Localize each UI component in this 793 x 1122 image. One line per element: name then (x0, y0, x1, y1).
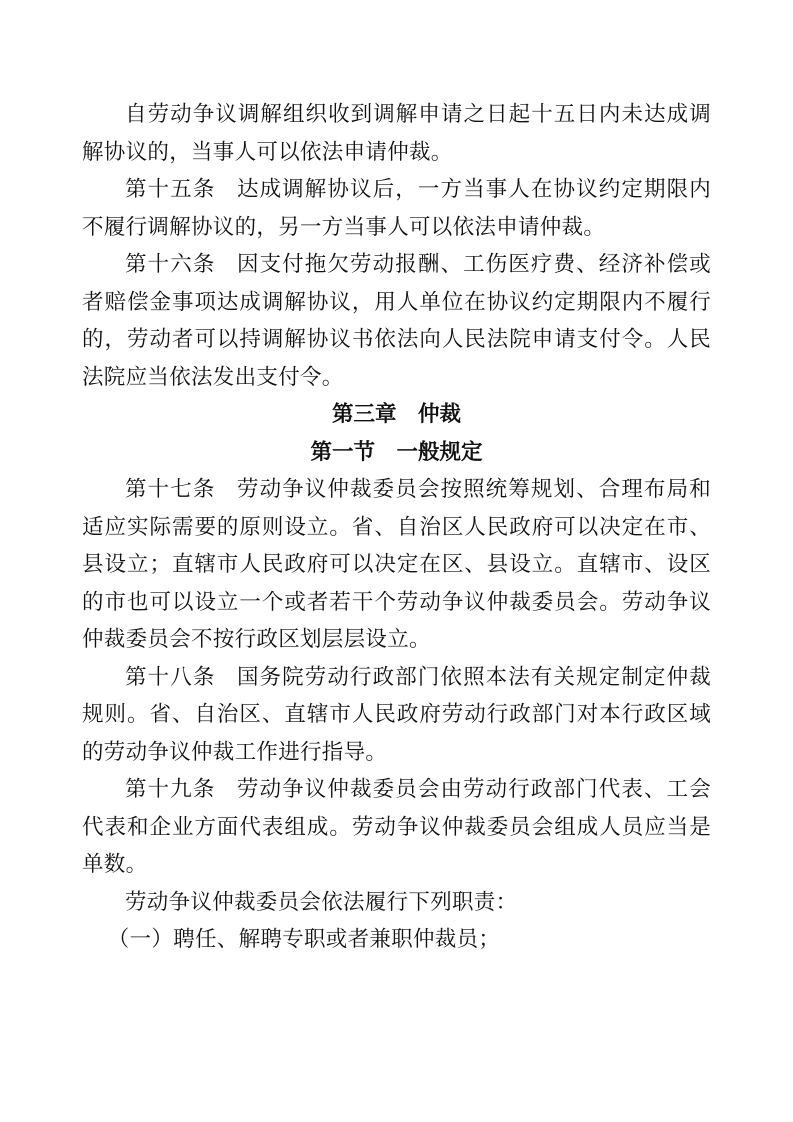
section-heading (82, 434, 711, 472)
article-15 (82, 171, 711, 246)
article-text: 国务院劳动行政部门依照本法有关规定制定仲裁规则。省、自治区、直辖市人民政府劳动行政部门对本行政区域的劳动争议仲裁工作进行指导。 (82, 664, 711, 765)
paragraph-text: 劳动争议仲裁委员会依法履行下列职责： (125, 889, 518, 915)
article-text: 因支付拖欠劳动报酬、工伤医疗费、经济补偿或者赔偿金事项达成调解协议，用人单位在协议约定期限内不履行的，劳动者可以持调解协议书依法向人民法院申请支付令。人民法院应当依法发出支付令。 (82, 252, 711, 390)
article-number: 第十八条 (125, 664, 216, 690)
paragraph-mediation-deadline (82, 96, 711, 171)
article-text: 劳动争议仲裁委员会按照统筹规划、合理布局和适应实际需要的原则设立。省、自治区人民政府可以决定在市、县设立；直辖市人民政府可以决定在区、县设立。直辖市、设区的市也可以设立一个或者若干个劳动争议仲裁委员会。劳动争议仲裁委员会不按行政区划层层设立。 (82, 477, 711, 652)
duties-intro (82, 884, 711, 922)
article-19 (82, 771, 711, 884)
chapter-heading (82, 396, 711, 434)
paragraph-text: 自劳动争议调解组织收到调解申请之日起十五日内未达成调解协议的，当事人可以依法申请仲裁。 (82, 102, 711, 165)
article-16 (82, 246, 711, 396)
section-number: 第一节 (310, 439, 375, 465)
article-number: 第十六条 (125, 252, 216, 277)
article-17 (82, 471, 711, 659)
chapter-title: 仲裁 (418, 402, 462, 427)
list-item-text: （一）聘任、解聘专职或者兼职仲裁员； (107, 927, 501, 952)
chapter-number: 第三章 (331, 402, 397, 427)
article-text: 达成调解协议后，一方当事人在协议约定期限内不履行调解协议的，另一方当事人可以依法申请仲裁。 (82, 177, 711, 240)
article-number: 第十七条 (125, 477, 216, 502)
section-title: 一般规定 (396, 439, 483, 465)
article-text: 劳动争议仲裁委员会由劳动行政部门代表、工会代表和企业方面代表组成。劳动争议仲裁委员会组成人员应当是单数。 (82, 777, 711, 877)
article-number: 第十五条 (125, 177, 216, 202)
duty-item-1 (82, 921, 711, 959)
article-18 (82, 659, 711, 772)
article-number: 第十九条 (125, 777, 216, 802)
